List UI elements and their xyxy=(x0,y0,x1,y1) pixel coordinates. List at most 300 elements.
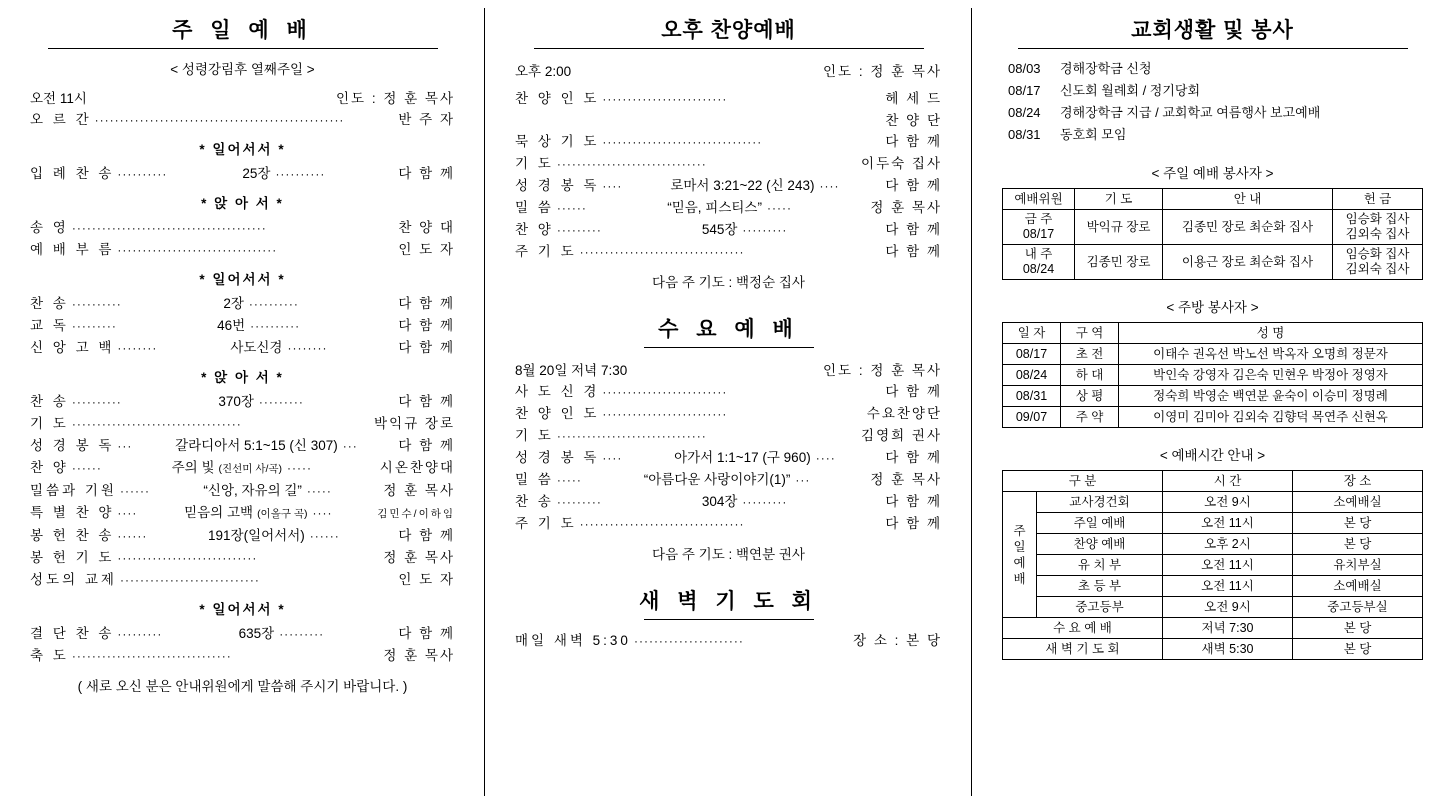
schedule-time: 오전 11시 xyxy=(1163,576,1293,597)
table-header-row xyxy=(1003,471,1423,492)
week-label: 내 주 xyxy=(1024,247,1053,261)
table-header: 예배위원 xyxy=(1003,189,1075,210)
table-row xyxy=(1003,534,1423,555)
sunday-subheading: < 성령강림후 열째주일 > xyxy=(170,62,315,77)
row-label: 예 배 부 름 xyxy=(30,242,115,257)
organ-person: 반 주 자 xyxy=(398,112,455,127)
order-row xyxy=(30,217,455,239)
schedule-name: 중고등부 xyxy=(1037,597,1163,618)
schedule-place: 본 당 xyxy=(1293,618,1423,639)
service-table-caption: < 주일 예배 봉사자 > xyxy=(1151,166,1274,181)
kitchen-date: 08/24 xyxy=(1003,365,1061,386)
kitchen-names: 이영미 김미아 김외숙 김향덕 목연주 신현옥 xyxy=(1119,407,1423,428)
row-person: 시온찬양대 xyxy=(379,460,456,475)
schedule-time: 오전 9시 xyxy=(1163,492,1293,513)
notice-date: 08/24 xyxy=(1008,105,1041,120)
row-person: 이두숙 집사 xyxy=(861,156,942,171)
dawn-prayer-title: 새 벽 기 도 회 xyxy=(639,590,818,613)
order-row xyxy=(30,239,455,261)
order-row xyxy=(30,480,455,502)
table-header: 구 분 xyxy=(1003,471,1163,492)
row-label: 기 도 xyxy=(30,416,69,431)
row-label: 찬 송 xyxy=(30,296,69,311)
dot-leader: ········· xyxy=(117,627,163,641)
guide-cell: 김종민 장로 최순화 집사 xyxy=(1163,210,1333,245)
week-date: 08/24 xyxy=(1022,262,1055,276)
schedule-time: 오전 11시 xyxy=(1163,513,1293,534)
kitchen-names: 정숙희 박영순 백연분 윤숙이 이승미 정명례 xyxy=(1119,386,1423,407)
week-cell xyxy=(1003,210,1075,245)
kitchen-names: 이태수 권옥선 박노선 박옥자 오명희 정문자 xyxy=(1119,344,1423,365)
dot-leader: ······································· xyxy=(71,221,267,235)
table-header: 장 소 xyxy=(1293,471,1423,492)
wednesday-leader: 인도 : 정 훈 목사 xyxy=(823,363,942,378)
table-header-row xyxy=(1003,189,1423,210)
offering-person: 임승화 집사 xyxy=(1345,212,1410,226)
stand-marker-2: * 일어서서 * xyxy=(199,272,286,287)
row-person: 정 훈 목사 xyxy=(870,472,942,487)
week-cell xyxy=(1003,245,1075,280)
dot-leader: ········ xyxy=(117,341,158,355)
title-rule xyxy=(1018,48,1408,49)
row-label: 찬 송 xyxy=(515,494,554,509)
kitchen-date: 08/17 xyxy=(1003,344,1061,365)
kitchen-table-caption: < 주방 봉사자 > xyxy=(1166,300,1259,315)
dot-leader: ······ xyxy=(556,201,587,215)
dawn-prayer-row xyxy=(515,630,942,652)
dot-leader: ···· xyxy=(117,506,138,520)
order-row xyxy=(30,163,455,185)
table-header: 안 내 xyxy=(1163,189,1333,210)
order-row xyxy=(30,435,455,457)
dot-leader: ····· xyxy=(306,484,332,498)
kitchen-zone: 상 평 xyxy=(1061,386,1119,407)
order-row xyxy=(30,645,455,667)
row-person: 정 훈 목사 xyxy=(383,648,455,663)
row-person: 다 함 께 xyxy=(398,340,455,355)
dot-leader: ········· xyxy=(742,495,788,509)
row-person: 찬 양 단 xyxy=(885,113,942,128)
dot-leader: ·········· xyxy=(71,395,122,409)
order-row xyxy=(30,623,455,645)
row-detail: 주의 빛 xyxy=(171,460,215,475)
schedule-time: 오전 11시 xyxy=(1163,555,1293,576)
dot-leader: ····· xyxy=(766,201,792,215)
row-person: 다 함 께 xyxy=(885,178,942,193)
row-person: 정 훈 목사 xyxy=(383,483,456,498)
schedule-name: 찬양 예배 xyxy=(1037,534,1163,555)
table-row xyxy=(1003,618,1423,639)
schedule-place: 본 당 xyxy=(1293,639,1423,660)
schedule-name: 주일 예배 xyxy=(1037,513,1163,534)
row-detail: 로마서 3:21~22 (신 243) xyxy=(670,178,815,193)
kitchen-date: 08/31 xyxy=(1003,386,1061,407)
schedule-place: 소예배실 xyxy=(1293,492,1423,513)
dot-leader: ·································· xyxy=(71,417,242,431)
offering-person: 김외숙 집사 xyxy=(1345,262,1410,276)
order-row xyxy=(30,413,455,435)
row-label: 신 앙 고 백 xyxy=(30,340,115,355)
afternoon-service-title: 오후 찬양예배 xyxy=(661,19,796,42)
stand-marker-1: * 일어서서 * xyxy=(199,142,286,157)
list-item xyxy=(1008,102,1423,124)
dot-leader: ·········· xyxy=(250,319,301,333)
row-detail: 46번 xyxy=(217,318,246,333)
schedule-time: 오전 9시 xyxy=(1163,597,1293,618)
dot-leader: ································ xyxy=(71,649,232,663)
dot-leader: ······ xyxy=(119,484,150,498)
dot-leader: ···· xyxy=(815,451,836,465)
wednesday-next-prayer: 다음 주 기도 : 백연분 권사 xyxy=(652,547,805,562)
dot-leader: ··· xyxy=(795,473,811,487)
dot-leader: ········· xyxy=(556,495,602,509)
dot-leader: ································· xyxy=(579,517,745,531)
row-detail-note: (진선미 사/곡) xyxy=(218,463,283,475)
schedule-time: 저녁 7:30 xyxy=(1163,618,1293,639)
dot-leader: ······ xyxy=(71,461,102,475)
row-person: 다 함 께 xyxy=(885,450,942,465)
order-row xyxy=(515,219,942,241)
row-detail: 635장 xyxy=(238,626,275,641)
kitchen-zone: 주 약 xyxy=(1061,407,1119,428)
order-row xyxy=(515,88,942,110)
row-person: 다 함 께 xyxy=(398,626,455,641)
order-row xyxy=(30,391,455,413)
row-person: 다 함 께 xyxy=(885,244,942,259)
dot-leader: ································· xyxy=(579,245,745,259)
order-row xyxy=(515,131,942,153)
dot-leader: ········· xyxy=(742,223,788,237)
table-header: 기 도 xyxy=(1075,189,1163,210)
row-person: 다 함 께 xyxy=(885,222,943,237)
row-label: 찬 송 xyxy=(30,394,69,409)
dot-leader: ································ xyxy=(602,135,763,149)
row-person: 다 함 께 xyxy=(398,528,455,543)
dot-leader: ···· xyxy=(312,506,333,520)
notice-text: 동호회 모임 xyxy=(1060,127,1127,142)
row-label: 성 경 봉 독 xyxy=(515,450,600,465)
row-label: 특 별 찬 양 xyxy=(30,505,115,520)
table-row xyxy=(1003,639,1423,660)
dot-leader: ····· xyxy=(556,473,582,487)
afternoon-time-row xyxy=(515,61,942,82)
row-detail: “아름다운 사랑이야기(1)” xyxy=(643,472,791,487)
table-row xyxy=(1003,597,1423,618)
order-row xyxy=(515,381,942,403)
schedule-name: 유 치 부 xyxy=(1037,555,1163,576)
dot-leader: ·········· xyxy=(71,297,122,311)
schedule-name: 초 등 부 xyxy=(1037,576,1163,597)
row-label: 주 기 도 xyxy=(515,516,577,531)
offering-person: 김외숙 집사 xyxy=(1345,227,1410,241)
notice-list xyxy=(1008,58,1423,146)
offering-cell xyxy=(1333,210,1423,245)
row-person: 정 훈 목사 xyxy=(870,200,943,215)
dot-leader: ······ xyxy=(309,529,340,543)
row-label: 성 경 봉 독 xyxy=(30,438,115,453)
title-rule xyxy=(644,347,814,348)
row-detail: 545장 xyxy=(701,222,738,237)
notice-date: 08/17 xyxy=(1008,83,1041,98)
table-row xyxy=(1003,407,1423,428)
row-person: 헤 세 드 xyxy=(885,91,942,106)
dot-leader: ························· xyxy=(602,385,728,399)
row-person: 다 함 께 xyxy=(398,318,455,333)
table-row xyxy=(1003,344,1423,365)
order-row xyxy=(515,175,942,197)
row-detail: 25장 xyxy=(242,166,271,181)
dot-leader: ········· xyxy=(258,395,304,409)
sunday-service-volunteer-table xyxy=(1002,188,1423,280)
afternoon-leader: 인도 : 정 훈 목사 xyxy=(823,64,942,79)
row-label: 성 경 봉 독 xyxy=(515,178,600,193)
schedule-place: 본 당 xyxy=(1293,534,1423,555)
table-row xyxy=(1003,365,1423,386)
row-detail: “믿음, 피스티스” xyxy=(667,200,762,215)
title-rule xyxy=(48,48,438,49)
afternoon-time: 오후 2:00 xyxy=(515,64,572,79)
table-row xyxy=(1003,555,1423,576)
order-row xyxy=(30,337,455,359)
sunday-leader: 인도 : 정 훈 목사 xyxy=(336,91,455,106)
row-label: 봉 헌 기 도 xyxy=(30,550,115,565)
row-label: 결 단 찬 송 xyxy=(30,626,115,641)
table-row xyxy=(1003,210,1423,245)
row-person: 다 함 께 xyxy=(885,494,943,509)
afternoon-next-prayer: 다음 주 기도 : 백정순 집사 xyxy=(652,275,805,290)
table-header: 성 명 xyxy=(1119,323,1423,344)
sunday-footnote: ( 새로 오신 분은 안내위원에게 말씀해 주시기 바랍니다. ) xyxy=(77,679,408,694)
dot-leader: ·········· xyxy=(248,297,299,311)
row-label: 찬 양 xyxy=(30,460,69,475)
dot-leader: ······ xyxy=(117,529,148,543)
sunday-service-title: 주 일 예 배 xyxy=(172,19,313,42)
week-date: 08/17 xyxy=(1022,227,1055,241)
dot-leader: ········· xyxy=(556,223,602,237)
list-item xyxy=(1008,80,1423,102)
notice-text: 경해장학금 신청 xyxy=(1060,61,1152,76)
row-person: 다 함 께 xyxy=(398,438,456,453)
table-row xyxy=(1003,513,1423,534)
row-label: 찬 양 xyxy=(515,222,554,237)
row-label: 기 도 xyxy=(515,428,554,443)
row-label: 찬 양 인 도 xyxy=(515,406,600,421)
schedule-place: 유치부실 xyxy=(1293,555,1423,576)
kitchen-names: 박인숙 강영자 김은숙 민현우 박정아 정영자 xyxy=(1119,365,1423,386)
order-row xyxy=(30,502,455,525)
sunday-time: 오전 11시 xyxy=(30,91,87,106)
row-label: 송 영 xyxy=(30,220,69,235)
schedule-place: 소예배실 xyxy=(1293,576,1423,597)
row-person: 김영희 권사 xyxy=(861,428,942,443)
row-label: 교 독 xyxy=(30,318,69,333)
prayer-cell: 박익규 장로 xyxy=(1075,210,1163,245)
schedule-time: 새벽 5:30 xyxy=(1163,639,1293,660)
list-item xyxy=(1008,124,1423,146)
row-label: 밀 씀 xyxy=(515,472,554,487)
order-row xyxy=(515,491,942,513)
dot-leader: ·········· xyxy=(117,167,168,181)
table-header-row xyxy=(1003,323,1423,344)
church-life-title: 교회생활 및 봉사 xyxy=(1131,19,1294,42)
order-row xyxy=(30,525,455,547)
row-person: 다 함 께 xyxy=(885,516,942,531)
row-person: 인 도 자 xyxy=(398,242,455,257)
order-row xyxy=(515,241,942,263)
row-label: 밀 씀 xyxy=(515,200,554,215)
row-detail-note: (이올구 곡) xyxy=(257,508,308,520)
order-row xyxy=(30,547,455,569)
row-person: 다 함 께 xyxy=(885,134,942,149)
table-row xyxy=(1003,386,1423,407)
row-detail: 191장(일어서서) xyxy=(208,528,305,543)
row-label: 축 도 xyxy=(30,648,69,663)
wednesday-time-row xyxy=(515,360,942,381)
kitchen-zone: 하 대 xyxy=(1061,365,1119,386)
order-row xyxy=(515,403,942,425)
schedule-name: 수 요 예 배 xyxy=(1003,618,1163,639)
kitchen-volunteer-table xyxy=(1002,322,1423,428)
table-row xyxy=(1003,576,1423,597)
row-person: 수요찬양단 xyxy=(866,406,942,421)
title-rule xyxy=(644,619,814,620)
dot-leader: ········· xyxy=(279,627,325,641)
row-person: 정 훈 목사 xyxy=(383,550,455,565)
table-header: 구 역 xyxy=(1061,323,1119,344)
dot-leader: ·········· xyxy=(275,167,326,181)
row-label: 묵 상 기 도 xyxy=(515,134,600,149)
row-label: 밀씀과 기원 xyxy=(30,483,117,498)
row-person: 박익규 장로 xyxy=(374,416,455,431)
table-header: 일 자 xyxy=(1003,323,1061,344)
offering-person: 임승화 집사 xyxy=(1345,247,1410,261)
row-detail: 아가서 1:1~17 (구 960) xyxy=(674,450,811,465)
order-row xyxy=(30,457,455,480)
order-row xyxy=(515,425,942,447)
row-label: 성도의 교제 xyxy=(30,572,117,587)
row-label: 찬 양 인 도 xyxy=(515,91,600,106)
order-row xyxy=(30,569,455,591)
dot-leader: ···························· xyxy=(119,573,260,587)
wednesday-service-title: 수 요 예 배 xyxy=(658,318,799,341)
title-rule xyxy=(534,48,924,49)
order-row-continuation xyxy=(515,110,942,131)
row-detail: 2장 xyxy=(223,296,244,311)
organ-label: 오 르 간 xyxy=(30,112,92,127)
row-person: 찬 양 대 xyxy=(398,220,455,235)
dot-leader: ······················ xyxy=(633,634,744,648)
column-sunday-service xyxy=(0,0,485,804)
dot-leader: ··· xyxy=(117,439,133,453)
dot-leader: ························· xyxy=(602,92,728,106)
schedule-time: 오후 2시 xyxy=(1163,534,1293,555)
dot-leader: ···························· xyxy=(117,551,258,565)
week-label: 금 주 xyxy=(1024,212,1053,226)
table-row xyxy=(1003,245,1423,280)
row-detail: 사도신경 xyxy=(230,340,283,355)
dawn-time: 매일 새벽 5:30 xyxy=(515,633,631,648)
list-item xyxy=(1008,58,1423,80)
dot-leader: ····· xyxy=(287,461,313,475)
dot-leader: ········ xyxy=(287,341,328,355)
row-label: 주 기 도 xyxy=(515,244,577,259)
order-row xyxy=(515,447,942,469)
stand-marker-3: * 일어서서 * xyxy=(199,602,286,617)
row-person: 다 함 께 xyxy=(885,384,942,399)
offering-cell xyxy=(1333,245,1423,280)
row-detail: “신앙, 자유의 길” xyxy=(203,483,302,498)
kitchen-date: 09/07 xyxy=(1003,407,1061,428)
sunday-time-row xyxy=(30,88,455,109)
prayer-cell: 김종민 장로 xyxy=(1075,245,1163,280)
order-row xyxy=(515,197,942,219)
order-row xyxy=(515,153,942,175)
dot-leader: ······························ xyxy=(556,157,707,171)
sit-marker-2: * 앉 아 서 * xyxy=(201,370,284,385)
row-person: 다 함 께 xyxy=(398,394,456,409)
row-detail: 370장 xyxy=(218,394,254,409)
schedule-name: 새 벽 기 도 회 xyxy=(1003,639,1163,660)
dot-leader: ································ xyxy=(117,243,278,257)
kitchen-zone: 초 전 xyxy=(1061,344,1119,365)
dot-leader: ········· xyxy=(71,319,117,333)
table-header: 시 간 xyxy=(1163,471,1293,492)
table-row xyxy=(1003,492,1423,513)
schedule-place: 중고등부실 xyxy=(1293,597,1423,618)
column-church-life xyxy=(972,0,1453,804)
table-header: 헌 금 xyxy=(1333,189,1423,210)
column-afternoon-wednesday-dawn xyxy=(485,0,972,804)
row-person: 김민수/이하임 xyxy=(377,508,455,520)
dot-leader: ···· xyxy=(602,179,623,193)
dot-leader: ························· xyxy=(602,407,728,421)
row-person: 다 함 께 xyxy=(398,166,456,181)
order-row xyxy=(515,513,942,535)
notice-date: 08/03 xyxy=(1008,61,1041,76)
row-person: 다 함 께 xyxy=(398,296,455,311)
dot-leader: ···· xyxy=(602,451,623,465)
schedule-place: 본 당 xyxy=(1293,513,1423,534)
sunday-organ-row xyxy=(30,109,455,131)
row-person: 인 도 자 xyxy=(398,572,455,587)
dawn-place: 장 소 : 본 당 xyxy=(853,633,942,648)
row-detail: 갈라디아서 5:1~15 (신 307) xyxy=(175,438,338,453)
row-label: 입 례 찬 송 xyxy=(30,166,115,181)
dot-leader: ······························ xyxy=(556,429,707,443)
worship-schedule-table xyxy=(1002,470,1423,660)
notice-text: 신도회 월례회 / 정기당회 xyxy=(1060,83,1201,98)
schedule-table-caption: < 예배시간 안내 > xyxy=(1159,448,1266,463)
wednesday-date: 8월 20일 저녁 7:30 xyxy=(515,363,628,378)
schedule-name: 교사경건회 xyxy=(1037,492,1163,513)
row-detail: 믿음의 고백 xyxy=(184,505,254,520)
row-detail: 304장 xyxy=(701,494,738,509)
row-label: 봉 헌 찬 송 xyxy=(30,528,115,543)
guide-cell: 이용근 장로 최순화 집사 xyxy=(1163,245,1333,280)
dot-leader: ··· xyxy=(342,439,358,453)
row-label: 기 도 xyxy=(515,156,554,171)
order-row xyxy=(30,293,455,315)
notice-date: 08/31 xyxy=(1008,127,1041,142)
order-row xyxy=(30,315,455,337)
notice-text: 경해장학금 지급 / 교회학교 여름행사 보고예배 xyxy=(1060,105,1321,120)
sunday-group-label: 주 일 예 배 xyxy=(1003,492,1037,618)
dot-leader: ···· xyxy=(819,179,840,193)
sit-marker-1: * 앉 아 서 * xyxy=(201,196,284,211)
row-label: 사 도 신 경 xyxy=(515,384,600,399)
dot-leader: ·················································· xyxy=(94,113,345,127)
order-row xyxy=(515,469,942,491)
